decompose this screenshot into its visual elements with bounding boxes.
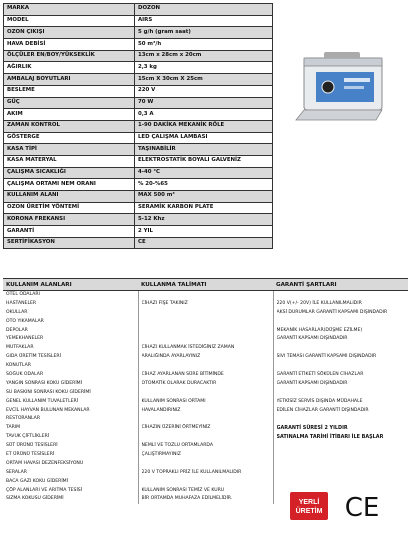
warranty-line: MEKANİK HASARLAR(DÜŞME EZİLME) [276, 327, 363, 333]
instruction-line: HAVALANDIRINIZ [141, 407, 181, 413]
warranty-line [277, 318, 406, 327]
warranty-line: 220 V(+/- 20V) İLE KULLANILMALIDIR [276, 300, 362, 306]
usage-area-item: TAVUK ÇİFTLİKLERİ [6, 434, 50, 440]
instruction-line: KULLANIM SONRASI ORTAMI [141, 398, 206, 404]
instruction-line [142, 389, 270, 398]
usage-area-item: BACA GAZI KOKU GİDERİMİ [6, 478, 68, 484]
warranty-line [277, 344, 406, 353]
spec-row [4, 50, 273, 62]
warranty-line: GARANTİ KAPSAMI DIŞINDADIR [276, 380, 348, 386]
instruction-line [142, 433, 270, 442]
spec-value: DOZON [135, 4, 273, 16]
spec-key: OZON ÇIKIŞI [4, 27, 135, 39]
usage-area-item: ET ÜRÜNÜ TESİSLERİ [6, 452, 55, 458]
spec-row [4, 191, 273, 203]
spec-key: SERTİFİKASYON [4, 237, 135, 249]
spec-value: MAX 500 m³ [135, 191, 273, 203]
spec-value: 2 YIL [135, 226, 273, 238]
instruction-line: CİHAZI FİŞE TAKINIZ [141, 300, 188, 306]
usage-area-item: SOĞUK ODALAR [6, 372, 44, 378]
warranty-line: SATINALMA TARİHİ İTİBARI İLE BAŞLAR [276, 434, 384, 441]
certification-badges [284, 486, 394, 526]
usage-area-item: YANGIN SONRASI KOKU GİDERİMİ [6, 380, 82, 386]
spec-key: ÇALIŞMA SICAKLIĞI [4, 167, 135, 179]
spec-key: MODEL [4, 15, 135, 27]
spec-row [4, 39, 273, 51]
instruction-line [142, 362, 270, 371]
spec-value: 2,3 kg [135, 62, 273, 74]
spec-value: 50 m³/h [135, 39, 273, 51]
usage-area-item: ÇÖP ALANLARI VE ARITMA TESİSİ [6, 487, 83, 493]
warranty-line: GARANTİ SÜRESİ 2 YILDIR [276, 425, 348, 432]
instruction-line [142, 415, 270, 424]
spec-key: MARKA [4, 4, 135, 16]
warranty-line: EDİLEN CİHAZLAR GARANTİ DIŞINDADIR [276, 407, 369, 413]
usage-header-instructions: KULLANMA TALİMATI [138, 279, 273, 291]
warranty-line [277, 291, 406, 300]
spec-value: AIRS [135, 15, 273, 27]
usage-area-item: DEPOLAR [6, 327, 28, 333]
spec-key: KASA TİPİ [4, 144, 135, 156]
spec-row [4, 109, 273, 121]
spec-row [4, 167, 273, 179]
instruction-line [142, 460, 270, 469]
spec-row [4, 97, 273, 109]
spec-row [4, 202, 273, 214]
usage-header-areas: KULLANIM ALANLARI [3, 279, 138, 291]
spec-key: AĞIRLIK [4, 62, 135, 74]
spec-value: 1-90 DAKİKA MEKANİK RÖLE [135, 120, 273, 132]
warranty-line: YETKİSİZ SERVİS DIŞINDA MÜDAHALE [276, 398, 363, 404]
spec-row [4, 74, 273, 86]
usage-area-item: SÜT ÜRÜNÜ TESİSLERİ [6, 443, 58, 449]
ce-mark: CE [344, 493, 380, 523]
usage-instructions-list [138, 291, 273, 505]
spec-key: ÇALIŞMA ORTAMI NEM ORANI [4, 179, 135, 191]
spec-value: 70 W [135, 97, 273, 109]
usage-area-item: EVCİL HAYVAN BULUNAN MEKANLAR [6, 407, 90, 413]
warranty-line: AKSİ DURUMLAR GARANTİ KAPSAMI DIŞINDADIR [276, 309, 388, 315]
warranty-line [277, 362, 406, 371]
spec-value: SERAMİK KARBON PLATE [135, 202, 273, 214]
spec-row [4, 85, 273, 97]
instruction-line: CİHAZIN ÜZERİNİ ÖRTMEYİNİZ [141, 425, 211, 431]
instruction-line: NEMLİ VE TOZLU ORTAMLARDA [141, 443, 214, 449]
instruction-line [142, 335, 270, 344]
spec-key: GARANTİ [4, 226, 135, 238]
warranty-line [277, 389, 406, 398]
spec-value: 13cm x 28cm x 20cm [135, 50, 273, 62]
usage-area-item: GIDA ÜRETİM TESİSLERİ [6, 354, 61, 360]
spec-key: AKIM [4, 109, 135, 121]
warranty-line [277, 415, 406, 424]
spec-value: ELEKTROSTATİK BOYALI GALVENİZ [135, 155, 273, 167]
spec-row [4, 179, 273, 191]
uretim-text: ÜRETİM [295, 508, 323, 515]
usage-area-item: OTEL ODALARI [6, 292, 40, 297]
spec-row [4, 4, 273, 16]
instruction-line: CİHAZI KULLANMAK İSTEDİĞİNİZ ZAMAN [141, 345, 235, 351]
spec-row [4, 132, 273, 144]
spec-table [3, 3, 273, 249]
instruction-line: CİHAZ AYARLANAN SÜRE BİTİMİNDE [141, 372, 224, 378]
spec-key: BESLEME [4, 85, 135, 97]
instruction-line: KULLANIM SONRASI TEMİZ VE KURU [141, 487, 225, 493]
usage-area-item: ORTAM HAVASI DEZENFEKSİYONU [6, 460, 84, 466]
usage-area-item: OKULLAR [6, 309, 28, 315]
spec-key: GÖSTERGE [4, 132, 135, 144]
spec-value: TAŞINABİLİR [135, 144, 273, 156]
usage-area-item: SIZMA KOKUSU GİDERİMİ [6, 496, 64, 502]
usage-header-warranty: GARANTİ ŞARTLARI [273, 279, 408, 291]
spec-value: 5 g/h (gram saat) [135, 27, 273, 39]
usage-area-item: SU BASKINI SONRASI KOKU GİDERİMİ [6, 389, 91, 395]
spec-row [4, 120, 273, 132]
spec-row [4, 144, 273, 156]
spec-key: ÖLÇÜLER EN/BOY/YÜKSEKLİK [4, 50, 135, 62]
warranty-line: GARANTİ ETİKETİ SÖKÜLEN CİHAZLAR [276, 372, 364, 378]
spec-key: HAVA DEBİSİ [4, 39, 135, 51]
usage-area-item: SERALAR [6, 469, 27, 475]
spec-value: 5-12 Khz [135, 214, 273, 226]
spec-key: AMBALAJ BOYUTLARI [4, 74, 135, 86]
spec-value: CE [135, 237, 273, 249]
spec-value: 0,3 A [135, 109, 273, 121]
spec-key: ZAMAN KONTROL [4, 120, 135, 132]
usage-table [3, 278, 408, 504]
instruction-line: 220 V TOPRAKLI PRİZ İLE KULLANILMALIDIR [141, 469, 242, 475]
spec-value: 220 V [135, 85, 273, 97]
spec-key: OZON ÜRETİM YÖNTEMİ [4, 202, 135, 214]
spec-row [4, 155, 273, 167]
spec-row [4, 27, 273, 39]
warranty-line: SIVI TEMASI GARANTİ KAPSAMI DIŞINDADIR [276, 354, 377, 360]
ozone-generator-image [286, 44, 396, 134]
usage-areas-list [3, 291, 138, 505]
warranty-list [273, 291, 408, 505]
usage-area-item: TARIM [6, 425, 21, 431]
spec-row [4, 226, 273, 238]
usage-area-item: RESTORANLAR [6, 416, 41, 422]
usage-area-item: YEMEKHANELER [6, 336, 44, 342]
instruction-line: ARALIĞINDA AYARLAYINIZ [141, 354, 201, 360]
spec-value: LED ÇALIŞMA LAMBASI [135, 132, 273, 144]
instruction-line: OTOMATİK OLARAK DURACAKTIR [141, 380, 217, 386]
yerli-text: YERLİ [298, 499, 320, 506]
instruction-line [142, 309, 270, 318]
spec-row [4, 237, 273, 249]
instruction-line [142, 318, 270, 327]
instruction-line: ÇALIŞTIRMAYINIZ [141, 452, 181, 458]
spec-key: KASA MATERYAL [4, 155, 135, 167]
instruction-line: BİR ORTAMDA MUHAFAZA EDİLMELİDİR. [141, 496, 233, 502]
usage-area-item: GENEL KULLANIM TUVALETLERİ [6, 398, 79, 404]
spec-row [4, 62, 273, 74]
instruction-line [142, 478, 270, 487]
spec-value: 4-40 °C [135, 167, 273, 179]
warranty-line: GARANTİ KAPSAMI DIŞINDADIR [276, 336, 348, 342]
spec-row [4, 214, 273, 226]
instruction-line [142, 327, 270, 336]
spec-key: KORONA FREKANSI [4, 214, 135, 226]
spec-key: KULLANIM ALANI [4, 191, 135, 203]
usage-area-item: MUTFAKLAR [6, 345, 34, 351]
spec-row [4, 15, 273, 27]
yerli-uretim-badge [290, 492, 328, 520]
spec-value: % 20-%65 [135, 179, 273, 191]
usage-area-item: OTO YIKAMALAR [6, 318, 44, 324]
usage-area-item: KONUTLAR [6, 363, 31, 369]
instruction-line [142, 291, 270, 300]
spec-key: GÜÇ [4, 97, 135, 109]
usage-area-item: HASTANELER [6, 300, 37, 306]
spec-value: 15cm X 30cm X 25cm [135, 74, 273, 86]
